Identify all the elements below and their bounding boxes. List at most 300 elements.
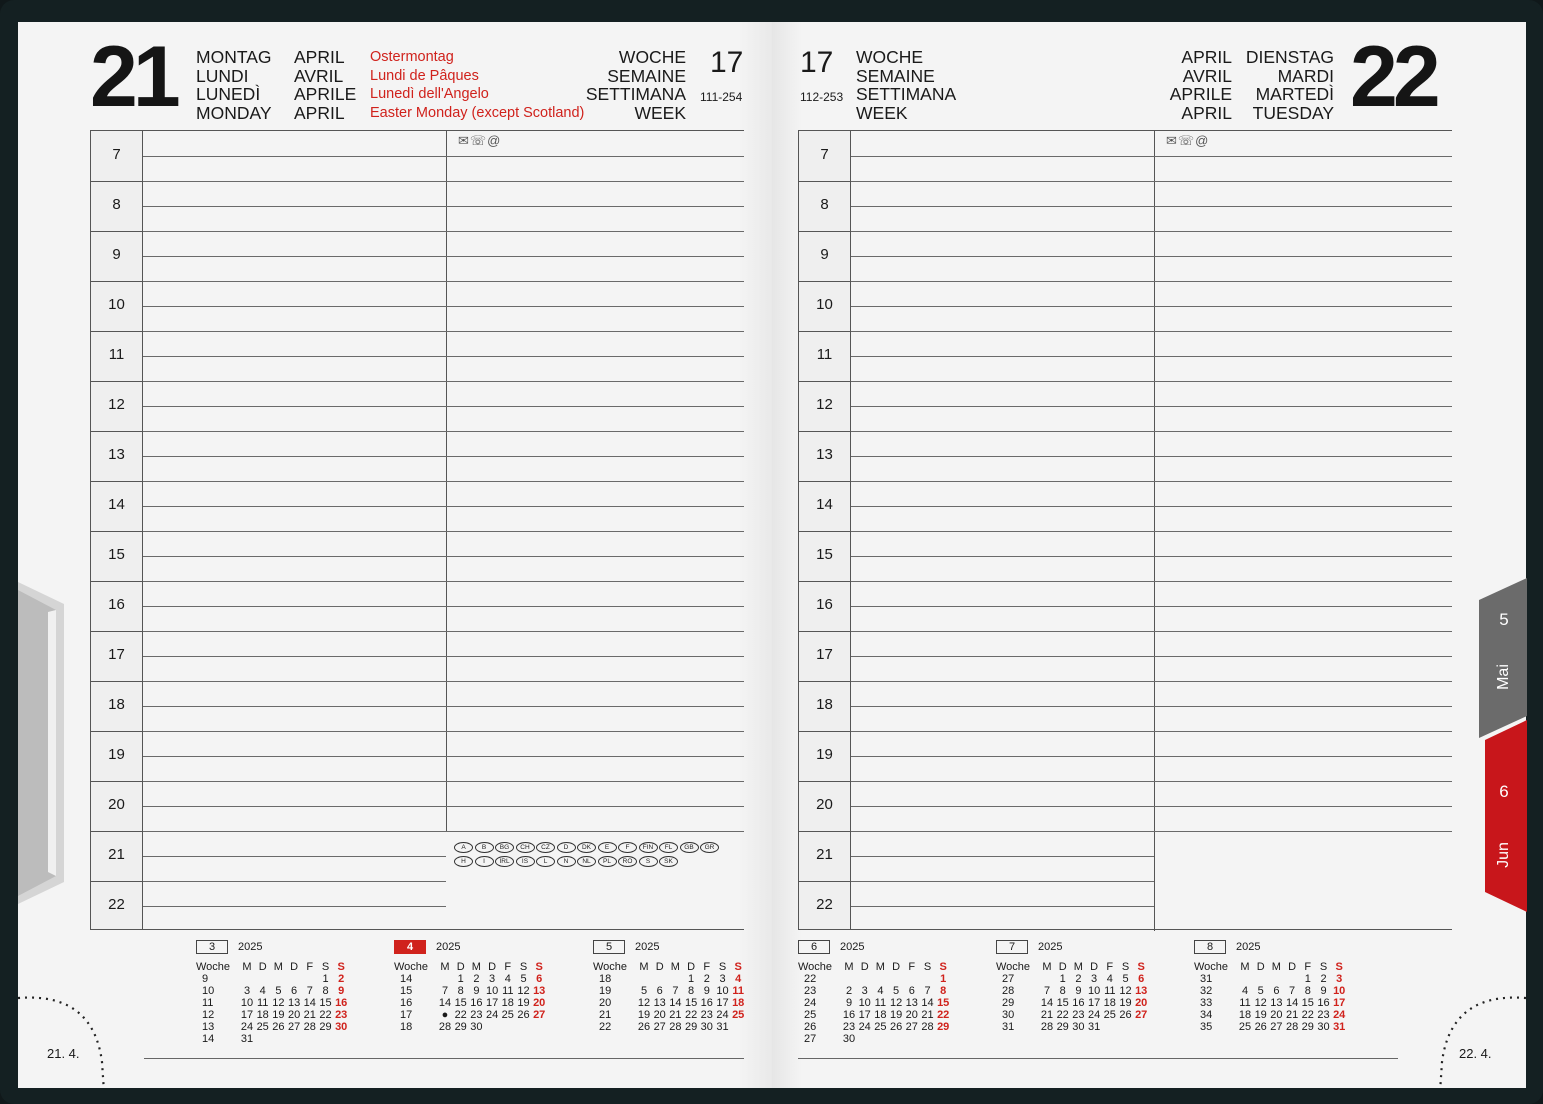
half-hour-line[interactable] (851, 156, 1452, 157)
country-code: SK (659, 856, 678, 867)
hour-separator (798, 331, 851, 332)
calendar-day[interactable]: 18 (732, 997, 745, 1009)
calendar-day[interactable]: 31 (716, 1021, 729, 1033)
calendar-day[interactable]: 10 (485, 985, 499, 997)
calendar-day[interactable]: 26 (889, 1021, 903, 1033)
calendar-day[interactable]: 26 (517, 1009, 530, 1021)
hour-line[interactable] (851, 231, 1452, 232)
country-code: RO (618, 856, 637, 867)
calendar-day[interactable]: 23 (842, 1021, 856, 1033)
country-code: GR (700, 842, 719, 853)
half-hour-line[interactable] (143, 156, 744, 157)
weekday-label: D (892, 961, 901, 973)
half-hour-line[interactable] (851, 656, 1452, 657)
calendar-day[interactable]: 30 (335, 1021, 348, 1033)
calendar-day[interactable]: 29 (319, 1021, 332, 1033)
hour-line[interactable] (143, 331, 744, 332)
hour-line[interactable] (143, 631, 744, 632)
hour-line[interactable] (851, 381, 1452, 382)
calendar-day[interactable]: 21 (303, 1009, 316, 1021)
calendar-day[interactable]: 22 (937, 1009, 950, 1021)
month-tab-mai[interactable] (1479, 578, 1527, 738)
calendar-day[interactable]: 1 (688, 973, 695, 985)
calendar-day[interactable]: 9 (1320, 985, 1327, 997)
calendar-day[interactable]: 26 (1254, 1021, 1267, 1033)
hour-separator (798, 231, 851, 232)
calendar-day[interactable]: 28 (438, 1021, 452, 1033)
calendar-day[interactable]: 10 (1087, 985, 1101, 997)
calendar-day[interactable]: 17 (1333, 997, 1346, 1009)
calendar-day[interactable]: 20 (653, 1009, 666, 1021)
calendar-day[interactable]: 11 (1104, 985, 1116, 997)
calendar-day[interactable]: 9 (1075, 985, 1082, 997)
half-hour-line[interactable] (143, 206, 744, 207)
hour-line[interactable] (851, 881, 1154, 882)
calendar-day[interactable]: 20 (287, 1009, 301, 1021)
calendar-day[interactable]: 29 (684, 1021, 698, 1033)
calendar-day[interactable]: 31 (1333, 1021, 1346, 1033)
calendar-day[interactable]: 25 (501, 1009, 514, 1021)
calendar-day[interactable]: 28 (669, 1021, 682, 1033)
calendar-day[interactable]: 16 (470, 997, 483, 1009)
hour-line[interactable] (143, 231, 744, 232)
calendar-day[interactable]: 19 (637, 1009, 651, 1021)
hour-line[interactable] (851, 581, 1452, 582)
weekday-label: D (687, 961, 696, 973)
calendar-day[interactable]: 11 (256, 997, 269, 1009)
half-hour-line[interactable] (851, 506, 1452, 507)
calendar-day[interactable]: 8 (1059, 985, 1066, 997)
country-code: CH (516, 842, 535, 853)
week-column-label: Woche (593, 961, 628, 973)
calendar-day[interactable]: 4 (504, 973, 511, 985)
hour-label: 12 (108, 396, 125, 413)
calendar-day[interactable]: 18 (501, 997, 514, 1009)
hour-line[interactable] (851, 181, 1452, 182)
hour-line[interactable] (143, 581, 744, 582)
calendar-day[interactable]: 15 (684, 997, 698, 1009)
calendar-day[interactable]: 28 (303, 1021, 316, 1033)
hour-separator (798, 581, 851, 582)
calendar-day[interactable]: 15 (1056, 997, 1069, 1009)
calendar-day[interactable]: 4 (1106, 973, 1113, 985)
weekday-label: D (258, 961, 267, 973)
calendar-week-row (996, 1021, 1166, 1033)
calendar-day[interactable]: 20 (533, 997, 546, 1009)
hour-label: 20 (108, 796, 125, 813)
hour-line[interactable] (851, 731, 1452, 732)
calendar-day[interactable]: 14 (438, 997, 452, 1009)
calendar-day[interactable]: 13 (287, 997, 301, 1009)
calendar-week-row (593, 997, 763, 1009)
hour-label: 12 (816, 396, 833, 413)
calendar-day[interactable]: 21 (1285, 1009, 1299, 1021)
calendar-day[interactable]: 29 (937, 1021, 950, 1033)
calendar-day[interactable]: 22 (454, 1009, 467, 1021)
hour-line[interactable] (851, 531, 1452, 532)
calendar-day[interactable]: 1 (322, 973, 329, 985)
calendar-day[interactable]: 14 (669, 997, 682, 1009)
half-hour-line[interactable] (143, 656, 744, 657)
tab-number[interactable]: 6 (1499, 782, 1509, 801)
hour-line[interactable] (143, 181, 744, 182)
calendar-day[interactable]: 25 (1238, 1021, 1252, 1033)
calendar-day[interactable]: 18 (1238, 1009, 1252, 1021)
half-hour-line[interactable] (851, 356, 1452, 357)
country-code: IRL (495, 856, 514, 867)
calendar-day[interactable]: 12 (517, 985, 530, 997)
half-hour-line[interactable] (851, 806, 1452, 807)
tab-month[interactable]: Jun (1495, 842, 1512, 868)
calendar-day[interactable]: 4 (1241, 985, 1249, 997)
calendar-day[interactable]: 8 (322, 985, 329, 997)
calendar-day[interactable]: 5 (640, 985, 648, 997)
calendar-day[interactable]: 7 (1289, 985, 1296, 997)
calendar-day[interactable]: 20 (905, 1009, 918, 1021)
half-hour-line[interactable] (851, 856, 1154, 857)
half-hour-line[interactable] (143, 756, 744, 757)
tab-month[interactable]: Mai (1495, 664, 1512, 690)
calendar-day[interactable]: 19 (272, 1009, 285, 1021)
calendar-day[interactable]: 17 (716, 997, 729, 1009)
hour-line[interactable] (851, 281, 1452, 282)
calendar-day[interactable]: 9 (473, 985, 480, 997)
calendar-day[interactable]: 3 (489, 973, 496, 985)
calendar-day[interactable]: 21 (669, 1009, 682, 1021)
calendar-day[interactable]: 14 (1040, 997, 1054, 1009)
calendar-day[interactable]: 12 (889, 997, 903, 1009)
country-code: NL (577, 856, 596, 867)
calendar-day[interactable]: 10 (858, 997, 871, 1009)
calendar-day[interactable]: 28 (1285, 1021, 1299, 1033)
calendar-day[interactable]: 6 (908, 985, 915, 997)
calendar-day[interactable]: 27 (653, 1021, 666, 1033)
calendar-day[interactable]: 21 (1040, 1009, 1054, 1021)
half-hour-line[interactable] (143, 706, 744, 707)
calendar-day[interactable]: 22 (1056, 1009, 1069, 1021)
calendar-day[interactable]: 22 (1301, 1009, 1314, 1021)
calendar-year: 2025 (840, 941, 865, 953)
calendar-week-row (394, 1009, 564, 1021)
calendar-day[interactable]: 18 (256, 1009, 269, 1021)
calendar-day[interactable]: 15 (454, 997, 467, 1009)
calendar-day[interactable]: 26 (637, 1021, 651, 1033)
calendar-day[interactable]: 22 (319, 1009, 332, 1021)
week-column-label: Woche (798, 961, 833, 973)
calendar-day[interactable]: 4 (259, 985, 266, 997)
hour-separator (90, 881, 143, 882)
calendar-day[interactable]: 11 (732, 985, 744, 997)
calendar-day[interactable]: 19 (517, 997, 530, 1009)
calendar-day[interactable]: 11 (874, 997, 887, 1009)
calendar-day[interactable]: 27 (1270, 1021, 1283, 1033)
calendar-day[interactable]: 13 (1135, 985, 1148, 997)
calendar-day[interactable]: 26 (1119, 1009, 1132, 1021)
calendar-day[interactable]: 14 (303, 997, 316, 1009)
hour-separator (90, 531, 143, 532)
week-number: 31 (1200, 973, 1213, 985)
weekday-label: D (860, 961, 869, 973)
calendar-day[interactable]: 23 (470, 1009, 483, 1021)
calendar-day[interactable]: 15 (1301, 997, 1314, 1009)
calendar-day[interactable]: 2 (1320, 973, 1327, 985)
weekday-label: S (535, 961, 543, 973)
half-hour-line[interactable] (851, 306, 1452, 307)
calendar-day[interactable]: 24 (485, 1009, 499, 1021)
half-hour-line[interactable] (143, 506, 744, 507)
calendar-day[interactable]: 23 (335, 1009, 348, 1021)
calendar-day[interactable]: 27 (1135, 1009, 1148, 1021)
calendar-day[interactable]: 9 (338, 985, 345, 997)
calendar-day[interactable]: 14 (921, 997, 934, 1009)
calendar-day[interactable]: 20 (1270, 1009, 1283, 1021)
tab-number[interactable]: 5 (1499, 610, 1509, 629)
corner-perforation (18, 982, 118, 1088)
hour-line[interactable] (143, 531, 744, 532)
calendar-day[interactable]: 7 (1043, 985, 1051, 997)
hour-line[interactable] (143, 281, 744, 282)
calendar-day[interactable]: 13 (1270, 997, 1283, 1009)
calendar-day[interactable]: 16 (700, 997, 713, 1009)
hour-separator (90, 381, 143, 382)
country-code: L (536, 856, 555, 867)
country-code: GB (680, 842, 699, 853)
calendar-day[interactable]: 7 (924, 985, 931, 997)
calendar-day[interactable]: 16 (1072, 997, 1085, 1009)
calendar-day[interactable]: 16 (842, 1009, 856, 1021)
calendar-day[interactable]: ● (441, 1009, 449, 1021)
hour-line[interactable] (143, 731, 744, 732)
calendar-day[interactable]: 11 (1239, 997, 1251, 1009)
day-count: 111-254 (700, 90, 743, 104)
hour-line[interactable] (143, 681, 744, 682)
calendar-day[interactable]: 22 (684, 1009, 698, 1021)
calendar-day[interactable]: 5 (1122, 973, 1129, 985)
weekday-label: M (875, 961, 885, 973)
half-hour-line[interactable] (851, 556, 1452, 557)
calendar-day[interactable]: 2 (1075, 973, 1082, 985)
hour-line[interactable] (143, 781, 744, 782)
calendar-day[interactable]: 15 (319, 997, 332, 1009)
calendar-day[interactable]: 24 (1333, 1009, 1346, 1021)
calendar-day[interactable]: 6 (656, 985, 663, 997)
calendar-day[interactable]: 24 (1087, 1009, 1101, 1021)
calendar-day[interactable]: 25 (256, 1021, 269, 1033)
calendar-day[interactable]: 25 (732, 1009, 745, 1021)
calendar-day[interactable]: 8 (457, 985, 464, 997)
calendar-day[interactable]: 27 (905, 1021, 918, 1033)
calendar-day[interactable]: 26 (272, 1021, 285, 1033)
calendar-day[interactable]: 23 (700, 1009, 713, 1021)
calendar-day[interactable]: 1 (1304, 973, 1311, 985)
calendar-day[interactable]: 3 (1336, 973, 1343, 985)
half-hour-line[interactable] (851, 606, 1452, 607)
hour-line[interactable] (851, 481, 1452, 482)
hour-line[interactable] (143, 881, 446, 882)
calendar-day[interactable]: 12 (1254, 997, 1267, 1009)
calendar-day[interactable]: 8 (940, 985, 947, 997)
calendar-day[interactable]: 4 (877, 985, 884, 997)
calendar-day[interactable]: 12 (637, 997, 651, 1009)
calendar-day[interactable]: 13 (533, 985, 546, 997)
calendar-weekday-row (196, 961, 366, 973)
calendar-day[interactable]: 18 (1103, 997, 1116, 1009)
calendar-day[interactable]: 30 (842, 1033, 856, 1045)
week-number: 31 (1002, 1021, 1015, 1033)
hour-line[interactable] (851, 431, 1452, 432)
calendar-day[interactable]: 17 (1087, 997, 1101, 1009)
calendar-day[interactable]: 30 (1317, 1021, 1330, 1033)
calendar-day[interactable]: 6 (291, 985, 298, 997)
calendar-day[interactable]: 8 (1304, 985, 1311, 997)
calendar-week-row (1194, 1021, 1364, 1033)
calendar-day[interactable]: 17 (858, 1009, 871, 1021)
hour-line[interactable] (143, 481, 744, 482)
calendar-day[interactable]: 7 (441, 985, 449, 997)
calendar-day[interactable]: 24 (858, 1021, 871, 1033)
calendar-day[interactable]: 10 (1333, 985, 1346, 997)
calendar-day[interactable]: 29 (1056, 1021, 1069, 1033)
week-number: 18 (599, 973, 612, 985)
calendar-day[interactable]: 5 (275, 985, 282, 997)
half-hour-line[interactable] (143, 556, 744, 557)
calendar-day[interactable]: 28 (921, 1021, 934, 1033)
calendar-day[interactable]: 31 (240, 1033, 254, 1045)
calendar-day[interactable]: 21 (921, 1009, 934, 1021)
calendar-day[interactable]: 3 (861, 985, 868, 997)
calendar-day[interactable]: 3 (243, 985, 251, 997)
calendar-day[interactable]: 10 (240, 997, 254, 1009)
hour-separator (798, 831, 851, 832)
half-hour-line[interactable] (851, 456, 1452, 457)
calendar-day[interactable]: 5 (1257, 985, 1264, 997)
calendar-day[interactable]: 25 (874, 1021, 887, 1033)
calendar-day[interactable]: 15 (937, 997, 950, 1009)
calendar-day[interactable]: 23 (1072, 1009, 1085, 1021)
calendar-day[interactable]: 6 (1273, 985, 1280, 997)
calendar-week-row (394, 985, 564, 997)
calendar-day[interactable]: 24 (240, 1021, 254, 1033)
calendar-day[interactable]: 25 (1103, 1009, 1116, 1021)
calendar-day[interactable]: 2 (473, 973, 480, 985)
hour-line[interactable] (851, 781, 1452, 782)
calendar-day[interactable]: 5 (893, 985, 900, 997)
hour-line[interactable] (143, 831, 744, 832)
half-hour-line[interactable] (143, 406, 744, 407)
calendar-day[interactable]: 29 (454, 1021, 467, 1033)
calendar-day[interactable]: 11 (502, 985, 514, 997)
calendar-day[interactable]: 17 (485, 997, 499, 1009)
calendar-day[interactable]: 27 (533, 1009, 546, 1021)
calendar-day[interactable]: 8 (688, 985, 695, 997)
half-hour-line[interactable] (143, 606, 744, 607)
calendar-day[interactable]: 30 (1072, 1021, 1085, 1033)
calendar-day[interactable]: 28 (1040, 1021, 1054, 1033)
hour-label: 7 (112, 146, 121, 163)
half-hour-line[interactable] (143, 806, 744, 807)
calendar-day[interactable]: 1 (1059, 973, 1066, 985)
calendar-day[interactable]: 29 (1301, 1021, 1314, 1033)
hour-line[interactable] (143, 431, 744, 432)
calendar-day[interactable]: 9 (703, 985, 710, 997)
calendar-day[interactable]: 10 (716, 985, 729, 997)
calendar-week-row (1194, 997, 1364, 1009)
calendar-day[interactable]: 7 (306, 985, 313, 997)
half-hour-line[interactable] (851, 256, 1452, 257)
hour-line[interactable] (851, 831, 1452, 832)
half-hour-line[interactable] (143, 356, 744, 357)
calendar-week-row (593, 973, 763, 985)
half-hour-line[interactable] (143, 456, 744, 457)
calendar-day[interactable]: 20 (1135, 997, 1148, 1009)
half-hour-line[interactable] (143, 306, 744, 307)
half-hour-line[interactable] (851, 706, 1452, 707)
day-number: 22 (1350, 29, 1436, 125)
half-hour-line[interactable] (143, 856, 446, 857)
footer-date: 22. 4. (1459, 1046, 1492, 1061)
calendar-day[interactable]: 7 (672, 985, 679, 997)
calendar-day[interactable]: 13 (653, 997, 666, 1009)
country-code: CZ (536, 842, 555, 853)
calendar-day[interactable]: 12 (1119, 985, 1132, 997)
calendar-day[interactable]: 2 (338, 973, 345, 985)
calendar-day[interactable]: 2 (845, 985, 853, 997)
half-hour-line[interactable] (143, 256, 744, 257)
hour-line[interactable] (851, 631, 1452, 632)
hour-line[interactable] (851, 681, 1452, 682)
month-tab-jun[interactable] (1479, 720, 1527, 912)
weekday-label: S (718, 961, 727, 973)
calendar-day[interactable]: 14 (1285, 997, 1299, 1009)
calendar-day[interactable]: 1 (940, 973, 947, 985)
calendar-day[interactable]: 13 (905, 997, 918, 1009)
calendar-day[interactable]: 16 (1317, 997, 1330, 1009)
calendar-day[interactable]: 2 (703, 973, 710, 985)
calendar-day[interactable]: 19 (889, 1009, 903, 1021)
calendar-day[interactable]: 27 (287, 1021, 301, 1033)
calendar-day[interactable]: 4 (735, 973, 742, 985)
half-hour-line[interactable] (851, 906, 1154, 907)
calendar-day[interactable]: 6 (1138, 973, 1145, 985)
hour-line[interactable] (851, 331, 1452, 332)
calendar-day[interactable]: 23 (1317, 1009, 1330, 1021)
half-hour-line[interactable] (851, 406, 1452, 407)
calendar-day[interactable]: 16 (335, 997, 348, 1009)
calendar-week-row (196, 985, 366, 997)
calendar-day[interactable]: 3 (1091, 973, 1098, 985)
half-hour-line[interactable] (851, 756, 1452, 757)
half-hour-line[interactable] (143, 906, 446, 907)
calendar-day[interactable]: 30 (700, 1021, 713, 1033)
calendar-day[interactable]: 3 (719, 973, 726, 985)
calendar-day[interactable]: 1 (457, 973, 464, 985)
calendar-day[interactable]: 12 (272, 997, 285, 1009)
calendar-day[interactable]: 18 (874, 1009, 887, 1021)
calendar-day[interactable]: 24 (716, 1009, 729, 1021)
calendar-day[interactable]: 17 (240, 1009, 254, 1021)
hour-separator (90, 781, 143, 782)
calendar-day[interactable]: 30 (470, 1021, 483, 1033)
calendar-day[interactable]: 19 (1119, 997, 1132, 1009)
hour-line[interactable] (143, 381, 744, 382)
half-hour-line[interactable] (851, 206, 1452, 207)
calendar-week-row (798, 973, 968, 985)
calendar-day[interactable]: 9 (845, 997, 853, 1009)
calendar-day[interactable]: 31 (1087, 1021, 1101, 1033)
calendar-day[interactable]: 6 (536, 973, 543, 985)
calendar-day[interactable]: 19 (1254, 1009, 1267, 1021)
calendar-day[interactable]: 5 (520, 973, 527, 985)
